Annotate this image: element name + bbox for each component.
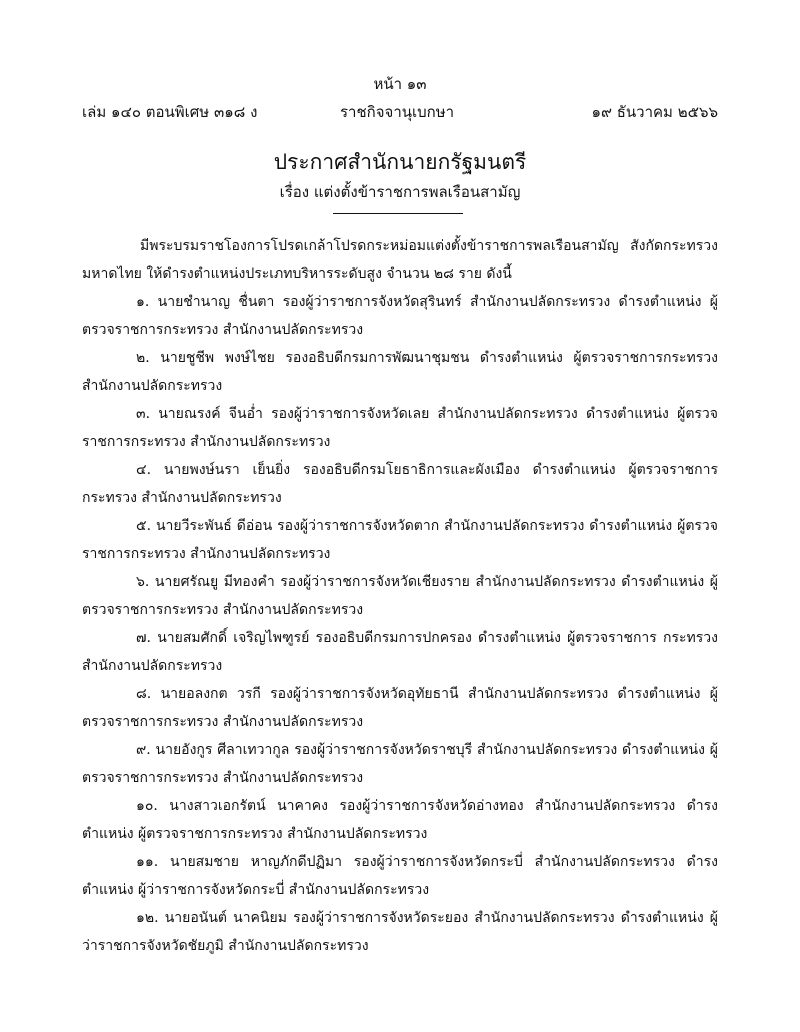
list-item: ๔. นายพงษ์นรา เย็นยิ่ง รองอธิบดีกรมโยธาธิการและผังเมือง ดำรงตำแหน่ง ผู้ตรวจราชการ กระทรวง สำนักงานปลัดกระทรวง	[82, 462, 718, 506]
list-item: ๑๑. นายสมชาย หาญภักดีปฏิมา รองผู้ว่าราชการจังหวัดกระบี่ สำนักงานปลัดกระทรวง ดำรงตำแหน่ง ผู้ว่าราชการจังหวัดกระบี่ สำนักงานปลัดกระทรวง	[82, 854, 718, 898]
list-item: ๙. นายอังกูร ศีลาเทวากูล รองผู้ว่าราชการจังหวัดราชบุรี สำนักงานปลัดกระทรวง ดำรงตำแหน่ง ผู้ตรวจราชการกระทรวง สำนักงานปลัดกระทรวง	[82, 742, 718, 786]
title-divider	[333, 213, 463, 214]
list-item: ๗. นายสมศักดิ์ เจริญไพฑูรย์ รองอธิบดีกรมการปกครอง ดำรงตำแหน่ง ผู้ตรวจราชการ กระทรวง สำนักงานปลัดกระทรวง	[82, 630, 718, 674]
gazette-header	[82, 100, 718, 122]
page-number: หน้า ๑๓	[373, 75, 427, 93]
intro-paragraph: มีพระบรมราชโองการโปรดเกล้าโปรดกระหม่อมแต่งตั้งข้าราชการพลเรือนสามัญ สังกัดกระทรวงมหาดไทย ให้ดำรงตำแหน่งประเภทบริหารระดับสูง จำนวน ๒๘ ราย ดังนี้	[82, 238, 718, 282]
announcement-title: ประกาศสำนักนายกรัฐมนตรี	[273, 150, 527, 174]
list-item: ๑๒. นายอนันต์ นาคนิยม รองผู้ว่าราชการจังหวัดระยอง สำนักงานปลัดกระทรวง ดำรงตำแหน่ง ผู้ว่าราชการจังหวัดชัยภูมิ สำนักงานปลัดกระทรวง	[82, 910, 718, 954]
list-item: ๕. นายวีระพันธ์ ดีอ่อน รองผู้ว่าราชการจังหวัดตาก สำนักงานปลัดกระทรวง ดำรงตำแหน่ง ผู้ตรวจราชการกระทรวง สำนักงานปลัดกระทรวง	[82, 518, 718, 562]
list-item: ๘. นายอลงกต วรกี รองผู้ว่าราชการจังหวัดอุทัยธานี สำนักงานปลัดกระทรวง ดำรงตำแหน่ง ผู้ตรวจราชการกระทรวง สำนักงานปลัดกระทรวง	[82, 686, 718, 730]
volume-issue: เล่ม ๑๔๐ ตอนพิเศษ ๓๑๘ ง	[82, 103, 258, 121]
announcement-body	[82, 232, 718, 960]
publication-date: ๑๙ ธันวาคม ๒๕๖๖	[591, 103, 718, 121]
list-item: ๖. นายศรัณยู มีทองคำ รองผู้ว่าราชการจังหวัดเชียงราย สำนักงานปลัดกระทรวง ดำรงตำแหน่ง ผู้ตรวจราชการกระทรวง สำนักงานปลัดกระทรวง	[82, 574, 718, 618]
announcement-subject: เรื่อง แต่งตั้งข้าราชการพลเรือนสามัญ	[279, 183, 521, 201]
list-item: ๒. นายชูชีพ พงษ์ไชย รองอธิบดีกรมการพัฒนาชุมชน ดำรงตำแหน่ง ผู้ตรวจราชการกระทรวง สำนักงานปลัดกระทรวง	[82, 350, 718, 394]
list-item: ๑๐. นางสาวเอกรัตน์ นาคาคง รองผู้ว่าราชการจังหวัดอ่างทอง สำนักงานปลัดกระทรวง ดำรงตำแหน่ง ผู้ตรวจราชการกระทรวง สำนักงานปลัดกระทรวง	[82, 798, 718, 842]
list-item: ๑. นายชำนาญ ชื่นตา รองผู้ว่าราชการจังหวัดสุรินทร์ สำนักงานปลัดกระทรวง ดำรงตำแหน่ง ผู้ตรวจราชการกระทรวง สำนักงานปลัดกระทรวง	[82, 294, 718, 338]
publication-name: ราชกิจจานุเบกษา	[340, 103, 455, 121]
list-item: ๓. นายณรงค์ จีนอ่ำ รองผู้ว่าราชการจังหวัดเลย สำนักงานปลัดกระทรวง ดำรงตำแหน่ง ผู้ตรวจราชการกระทรวง สำนักงานปลัดกระทรวง	[82, 406, 718, 450]
